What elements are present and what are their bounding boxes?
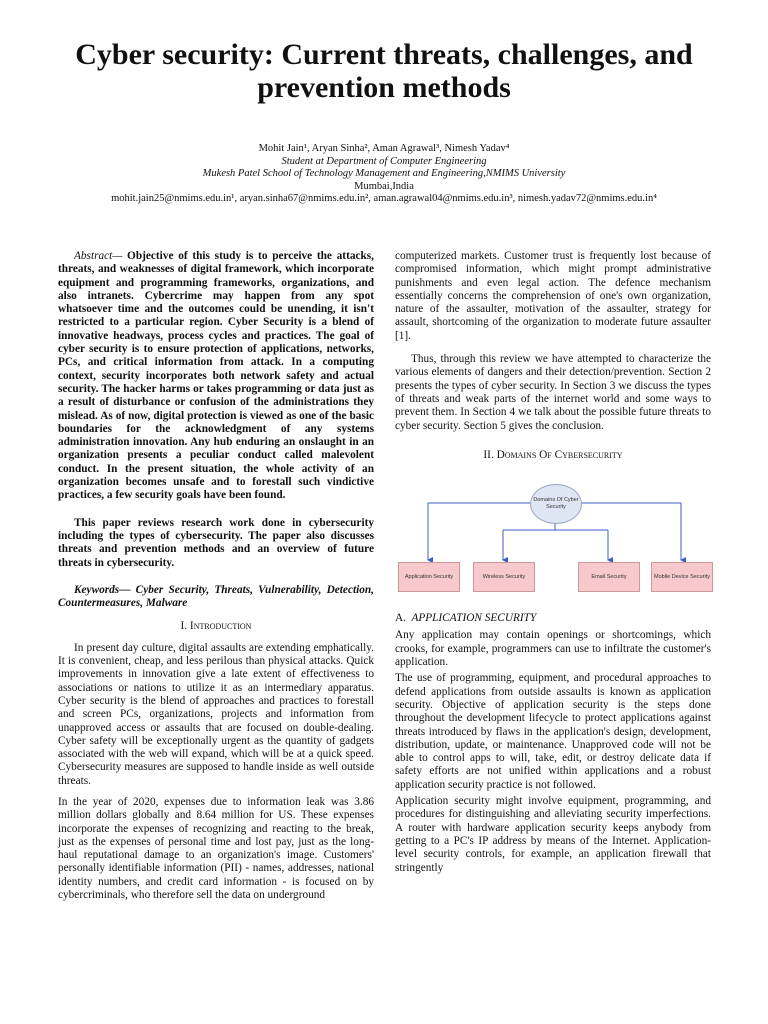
authors-line: Mohit Jain¹, Aryan Sinha², Aman Agrawal³, Nimesh Yadav⁴ <box>258 143 510 154</box>
author-block <box>20 143 748 206</box>
app-security-paragraph-3: Application security might involve equipment, programming, and procedures for distinguishing and alleviating security imperfections. A router with hardware application security keeps anybody from getting to a PC's IP address by means of the Internet. Application-level security controls, for example, an application firewall that stringently <box>395 795 711 874</box>
keywords: Keywords— Cyber Security, Threats, Vulnerability, Detection, Countermeasures, Malware <box>58 583 374 610</box>
app-security-paragraph-1: Any application may contain openings or shortcomings, which crooks, for example, programmers can use to infiltrate the customer's application. <box>395 629 711 669</box>
diagram-root-node: Domains Of Cyber Security <box>530 484 582 524</box>
diagram-node-email: Email Security <box>578 562 640 592</box>
section-heading-introduction: I. Introduction <box>180 620 252 633</box>
domains-diagram <box>395 480 711 600</box>
abstract <box>58 250 374 503</box>
intro-paragraph-3: computerized markets. Customer trust is frequently lost because of compromised information, which might prompt administrative punishments and even legal action. The defence mechanism essentially concerns the comprehension of one's own organization, nature of the assaulter, motivation of the assaulter, strategy for assault, shortcoming of the organization to moderate future assaulter [1]. <box>395 250 711 342</box>
diagram-node-mobile: Mobile Device Security <box>651 562 713 592</box>
abstract-text: Objective of this study is to perceive the attacks, threats, and weaknesses of digital framework, which incorporate equipment and programming frameworks, organizations, and also intranets. Cybercrime may happen from any spot whatsoever time and the outcomes could be unending, it isn't restricted to a particular region. Cyber Security is a blend of innovative headways, process cycles and practices. The goal of cyber security is to ensure protection of applications, networks, PCs, and critical information from attack. In a computing context, security incorporates both network safety and actual security. The hacker harms or takes programming or data just as a result of disturbance or confusion of the administrations they mislead. As of now, digital protection is viewed as one of the basic boundaries for the acknowledgment of any systems administration innovation. Any hub enduring an onslaught in an organization presents a peculiar conduct called malevolent conduct. In the present situation, the whole activity of an organization becomes unsafe and to forestall such vindictive practices, a few security goals have been found. <box>58 250 374 502</box>
affiliation-department: Student at Department of Computer Engineering <box>281 155 487 167</box>
emails-line: mohit.jain25@nmims.edu.in¹, aryan.sinha67@nmims.edu.in², aman.agrawal04@nmims.edu.in³, nimesh.yadav72@nmims.edu.in⁴ <box>111 193 657 204</box>
right-column <box>395 250 711 878</box>
abstract-second-paragraph: This paper reviews research work done in cybersecurity including the types of cybersecurity. The paper also discusses threats and prevention methods and an overview of future threats in cybersecurity. <box>58 516 374 569</box>
abstract-lead: Abstract— <box>74 250 123 262</box>
affiliation-school: Mukesh Patel School of Technology Management and Engineering,NMIMS University <box>202 168 566 179</box>
intro-paragraph-2: In the year of 2020, expenses due to information leak was 3.86 million dollars globally and 8.64 million for US. These expenses incorporate the expenses of recognizing and reacting to the break, just as the expenses of personal time and lost pay, just as the long-haul reputational damage to an organization's image. Customers' personally identifiable information (PII) - names, addresses, national identity numbers, and credit card information - is focused on by cybercriminals, who therefore sell the data on underground <box>58 795 374 902</box>
intro-paragraph-1: In present day culture, digital assaults are extending emphatically. It is convenient, cheap, and less perilous than physical attacks. Quick improvements in innovation give a late extent of effectiveness to associations or nations to utilize it as an intermediary apparatus. Cyber security is the blend of approaches and practices to forestall and screen PCs, organizations, projects and information from unapproved access or assaults that are focused on double-dealing. Cyber safety will be exceptionally urgent as the quantity of gadgets associated with the web will expand, which will be at a quick speed. Cybersecurity measures are supposed to handle inside as well outside threats. <box>58 641 374 787</box>
diagram-node-wireless: Wireless Security <box>473 562 535 592</box>
diagram-node-application: Application Security <box>398 562 460 592</box>
section-heading-domains: II. Domains Of Cybersecurity <box>483 448 623 461</box>
paper-title: Cyber security: Current threats, challenges, and prevention methods <box>75 38 693 104</box>
subsection-heading-application-security: A. APPLICATION SECURITY <box>395 612 537 625</box>
intro-paragraph-4: Thus, through this review we have attempted to characterize the various elements of dangers and their detection/prevention. Section 2 presents the types of cyber security. In Section 3 we discuss the types of threats and weak parts of the internet world and some ways to prevent them. In Section 4 we talk about the possible future threats to cyber security. Section 5 gives the conclusion. <box>395 353 711 432</box>
location: Mumbai,India <box>354 180 414 192</box>
left-column <box>58 250 374 910</box>
app-security-paragraph-2: The use of programming, equipment, and procedural approaches to defend applications from outside assaults is known as application security. Objective of application security is the steps done throughout the development lifecycle to protect applications against threats introduced by flaws in the application's design, development, distribution, update, or maintenance. Unapproved code will not be able to control apps to will, take, edit, or destroy delicate data if safety efforts are not unified within applications and a robust application security practice is not followed. <box>395 672 711 791</box>
